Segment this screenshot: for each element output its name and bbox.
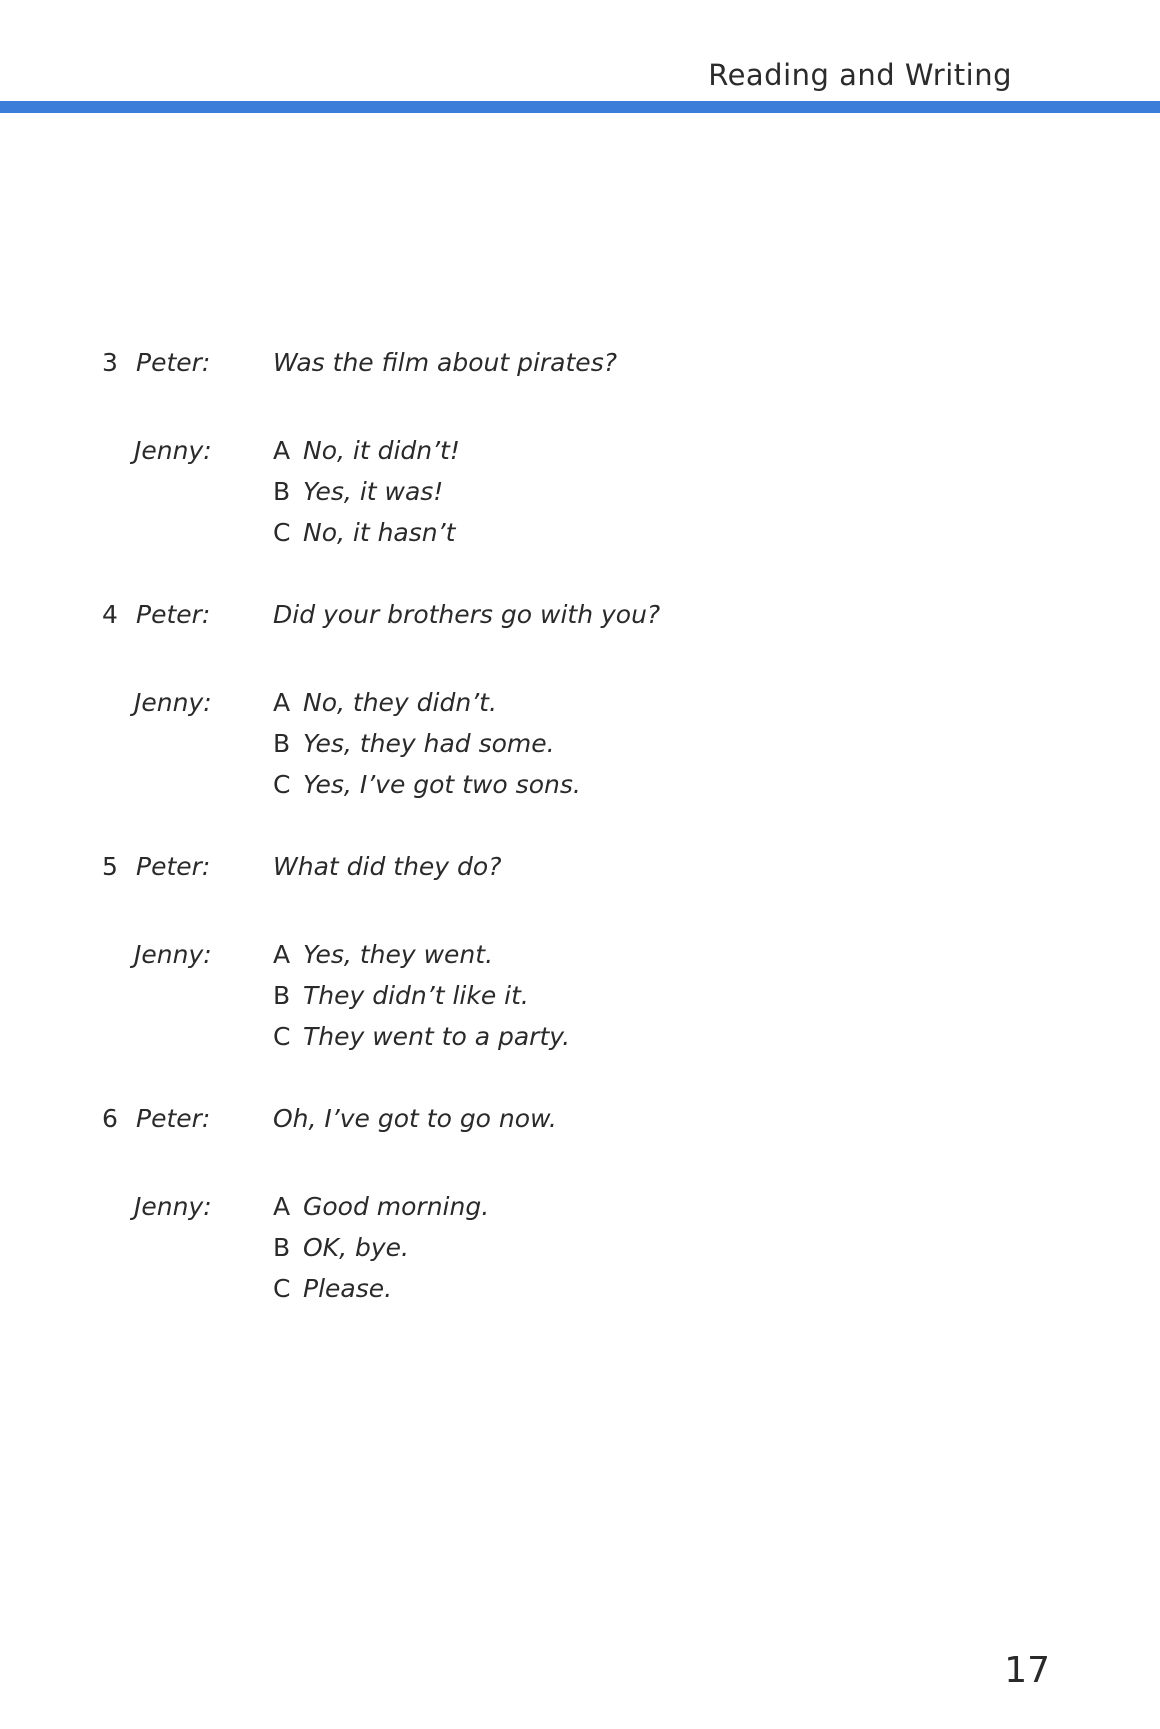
answer-option[interactable] [273, 940, 493, 969]
question-text: Was the film about pirates? [273, 348, 617, 377]
option-letter: C [273, 1022, 291, 1051]
question-speaker: Peter: [136, 600, 211, 629]
answer-option[interactable] [273, 1192, 489, 1221]
answer-option[interactable] [273, 729, 555, 758]
answer-option[interactable] [273, 1022, 570, 1051]
option-text: Yes, I’ve got two sons. [303, 770, 581, 799]
header-rule [0, 101, 1160, 113]
question-text: Did your brothers go with you? [273, 600, 661, 629]
question-number: 3 [102, 348, 118, 377]
page-number: 17 [1004, 1650, 1050, 1691]
question-speaker: Peter: [136, 852, 211, 881]
option-text: Good morning. [303, 1192, 490, 1221]
answer-option[interactable] [273, 981, 529, 1010]
question-speaker: Peter: [136, 348, 211, 377]
option-text: No, it didn’t! [303, 436, 460, 465]
answer-speaker: Jenny: [134, 940, 212, 969]
question-number: 4 [102, 600, 118, 629]
option-letter: A [273, 1192, 291, 1221]
question-number: 5 [102, 852, 118, 881]
option-letter: B [273, 981, 291, 1010]
option-text: Yes, they had some. [303, 729, 555, 758]
question-text: What did they do? [273, 852, 502, 881]
option-letter: A [273, 940, 291, 969]
answer-option[interactable] [273, 770, 581, 799]
option-text: No, they didn’t. [303, 688, 497, 717]
answer-option[interactable] [273, 1233, 409, 1262]
answer-option[interactable] [273, 436, 460, 465]
option-letter: B [273, 729, 291, 758]
answer-option[interactable] [273, 1274, 392, 1303]
option-text: They went to a party. [303, 1022, 571, 1051]
question-number: 6 [102, 1104, 118, 1133]
question-text: Oh, I’ve got to go now. [273, 1104, 557, 1133]
answer-option[interactable] [273, 477, 443, 506]
option-letter: C [273, 518, 291, 547]
option-letter: A [273, 688, 291, 717]
option-letter: C [273, 770, 291, 799]
section-title: Reading and Writing [708, 58, 1012, 92]
answer-speaker: Jenny: [134, 688, 212, 717]
option-text: No, it hasn’t [303, 518, 456, 547]
option-letter: C [273, 1274, 291, 1303]
answer-option[interactable] [273, 518, 455, 547]
question-speaker: Peter: [136, 1104, 211, 1133]
option-text: They didn’t like it. [303, 981, 529, 1010]
option-text: Yes, they went. [303, 940, 494, 969]
option-text: Yes, it was! [303, 477, 444, 506]
option-text: OK, bye. [303, 1233, 409, 1262]
answer-speaker: Jenny: [134, 436, 212, 465]
answer-option[interactable] [273, 688, 497, 717]
option-text: Please. [303, 1274, 393, 1303]
option-letter: B [273, 1233, 291, 1262]
option-letter: B [273, 477, 291, 506]
answer-speaker: Jenny: [134, 1192, 212, 1221]
option-letter: A [273, 436, 291, 465]
